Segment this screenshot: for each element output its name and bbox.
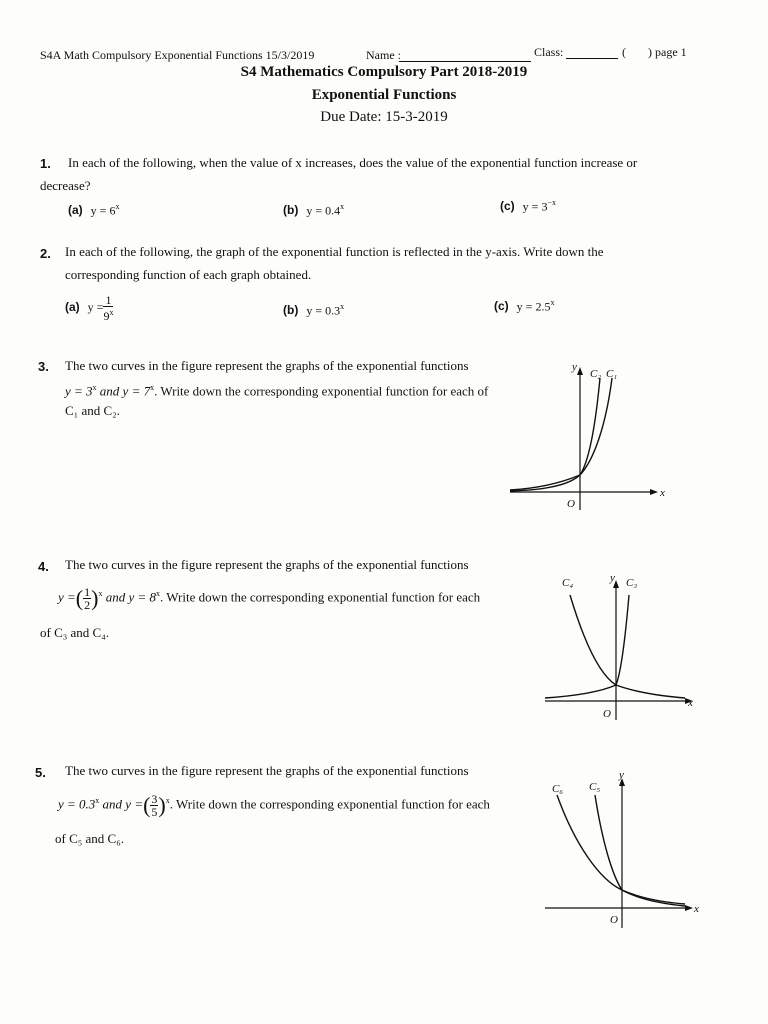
question-4-text-cont: y =( $\frac{1}{2}$ )$^x$ and $y = 8^x$. Write down the corresponding exponential function for each <box>58 584 481 612</box>
class-number-open: ( <box>622 45 626 59</box>
question-3-text-end: C₁ and C₂. <box>65 403 120 418</box>
q4-y-label: y <box>610 572 615 584</box>
q5-fraction: $\frac{3}{5}$ <box>151 791 158 819</box>
class-label: Class: <box>534 45 564 59</box>
q2-part-b: (b) $y = 0.3^x$ <box>283 302 345 318</box>
q1-part-c-label: (c) <box>500 199 515 214</box>
graph-q3 <box>500 360 670 520</box>
class-field[interactable] <box>566 58 618 59</box>
question-1-number: 1. <box>40 156 51 171</box>
question-4-text-end: of C₃ and C₄. <box>40 625 110 640</box>
q3-y-arrow <box>577 367 583 375</box>
q4-x-label: x <box>688 697 693 709</box>
question-3-text-cont: $y = 3^x$ and $y = 7^x$. Write down the corresponding exponential function for each of <box>65 383 489 399</box>
q3-c2-label: C₂ <box>590 368 602 380</box>
question-2-text: In each of the following, the graph of the exponential function is reflected in the y-axis. Write down the <box>65 244 604 259</box>
q4-origin-label: O <box>603 708 611 720</box>
q5-y-label: y <box>619 770 624 781</box>
q1-part-b: (b) $y = 0.4^x$ <box>283 202 345 218</box>
graph-q5 <box>540 770 710 935</box>
question-5-text-end: of C₅ and C₆. <box>55 831 125 846</box>
q2-part-c: (c) $y = 2.5^x$ <box>494 298 555 314</box>
question-5-text: The two curves in the figure represent the graphs of the exponential functions <box>65 763 469 778</box>
question-5-text-cont: $y = 0.3^x$ and y =( $\frac{3}{5}$ )$^x$. Write down the corresponding exponential function for each <box>58 791 490 819</box>
question-4-number: 4. <box>38 559 49 574</box>
q3-y-label: y <box>572 361 577 373</box>
question-2-text-cont: corresponding function of each graph obtained. <box>65 267 312 282</box>
q1-part-a: (a) $y = 6^x$ <box>68 202 120 218</box>
header-left: S4A Math Compulsory Exponential Functions 15/3/2019 <box>40 48 315 62</box>
q2-part-a-label: (a) <box>65 299 80 314</box>
q4-c4-label: C₄ <box>562 577 574 589</box>
q5-x-label: x <box>694 903 699 915</box>
q1-part-c: (c) $y = 3^{-x}$ <box>500 198 556 214</box>
q5-c5-label: C₅ <box>589 781 601 793</box>
question-3-number: 3. <box>38 359 49 374</box>
q3-origin-label: O <box>567 498 575 510</box>
q3-curve-c1 <box>510 378 612 490</box>
question-1-text-cont: decrease? <box>40 178 91 193</box>
q1-part-a-label: (a) <box>68 203 83 218</box>
q3-curve-c2 <box>510 378 600 491</box>
name-field[interactable] <box>399 61 531 62</box>
q2a-fraction: $\frac{1}{9^x}$ <box>103 293 114 323</box>
question-2-number: 2. <box>40 246 51 261</box>
q5-origin-label: O <box>610 914 618 926</box>
q5-x-arrow <box>685 905 693 911</box>
question-4-text: The two curves in the figure represent the graphs of the exponential functions <box>65 557 469 572</box>
q2-part-c-label: (c) <box>494 299 509 314</box>
question-5-number: 5. <box>35 765 46 780</box>
q3-x-label: x <box>660 487 665 499</box>
q3-c1-label: C₁ <box>606 368 618 380</box>
q4-fraction: $\frac{1}{2}$ <box>84 584 91 612</box>
page-title: S4 Mathematics Compulsory Part 2018-2019 <box>240 64 528 80</box>
q3-x-arrow <box>650 489 658 495</box>
name-label: Name : <box>366 48 401 62</box>
graph-q4 <box>540 570 710 730</box>
page-number: ) page 1 <box>648 45 687 59</box>
q2-part-a: (a) y = $\frac{1}{9^x}$ <box>65 293 114 323</box>
q5-curve-c5 <box>595 795 685 906</box>
due-date: Due Date: 15-3-2019 <box>320 109 448 125</box>
q1-part-b-label: (b) <box>283 203 299 218</box>
q4-c3-label: C₃ <box>626 577 638 589</box>
q5-c6-label: C₆ <box>552 783 564 795</box>
q2-part-b-label: (b) <box>283 303 299 318</box>
question-1-text: In each of the following, when the value of x increases, does the value of the exponential function increase or <box>68 155 638 170</box>
question-3-text: The two curves in the figure represent the graphs of the exponential functions <box>65 358 469 373</box>
page-subtitle: Exponential Functions <box>311 87 457 103</box>
